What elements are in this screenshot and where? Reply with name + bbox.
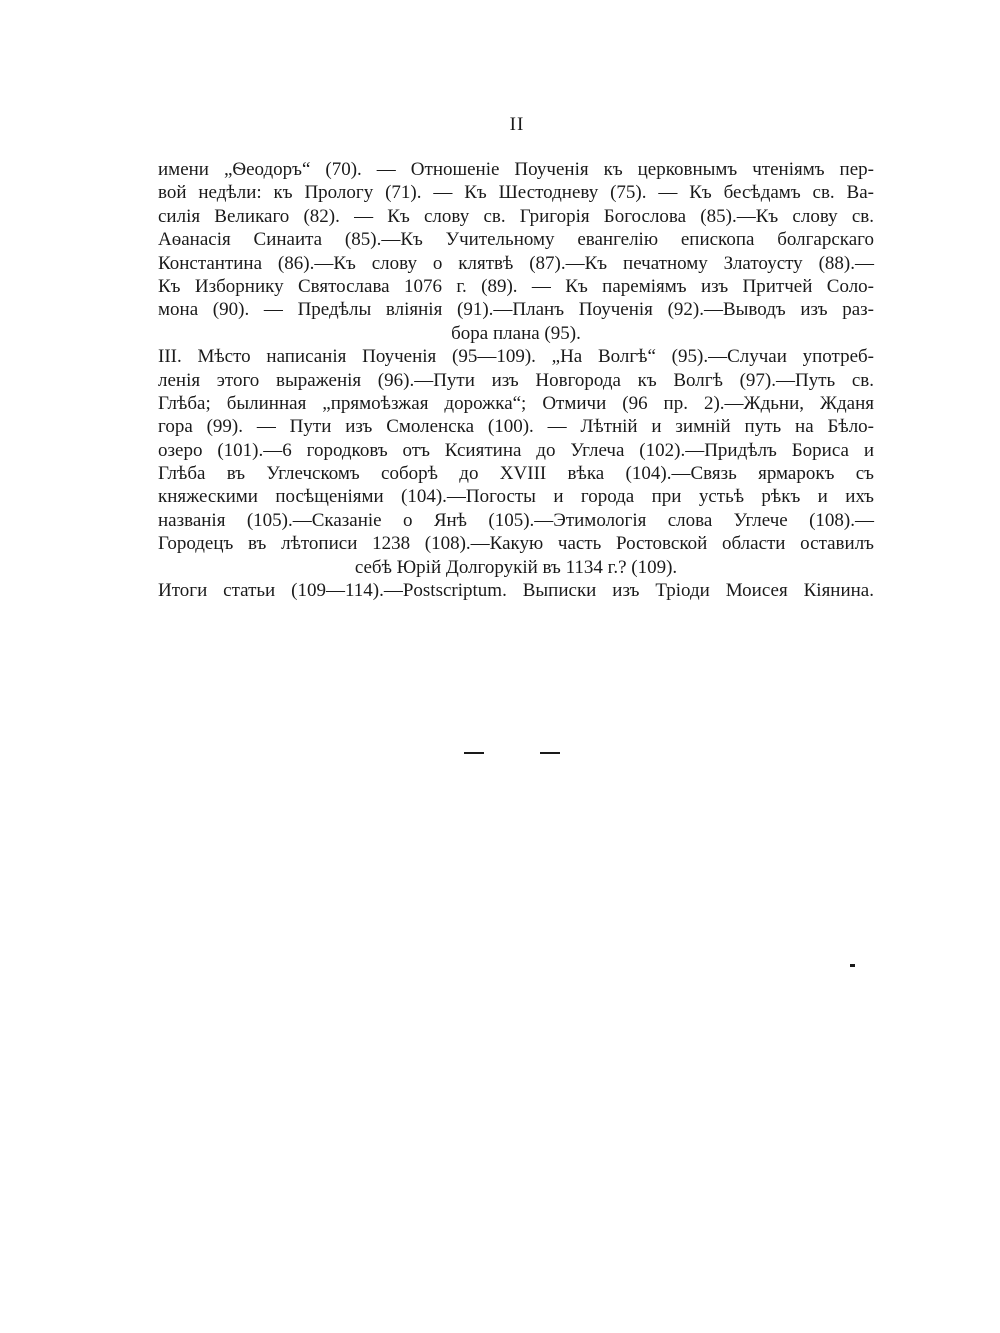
text-line: Глѣба; былинная „прямоѣзжая дорожка“; Отмичи (96 пр. 2).—Ждьни, Жданя bbox=[158, 392, 874, 414]
text-line: бора плана (95). bbox=[451, 322, 581, 344]
text-line: Глѣба въ Углечскомъ соборѣ до XVIII вѣка (104).—Связь ярмарокъ съ bbox=[158, 463, 874, 485]
text-line: Итоги статьи (109—114).—Postscriptum. Выписки изъ Тріоди Моисея Кіянина. bbox=[158, 580, 874, 602]
text-line: названія (105).—Сказаніе о Янѣ (105).—Этимологія слова Углече (108).— bbox=[158, 509, 874, 531]
print-speck bbox=[850, 964, 855, 967]
text-line: Константина (86).—Къ слову о клятвѣ (87).—Къ печатному Златоусту (88).— bbox=[158, 252, 874, 274]
contents-text-block bbox=[158, 158, 874, 602]
separator-dash-left bbox=[464, 752, 484, 754]
text-line: мона (90). — Предѣлы вліянія (91).—Планъ Поученія (92).—Выводъ изъ раз- bbox=[158, 299, 874, 321]
text-line: имени „Ѳеодоръ“ (70). — Отношеніе Поученія къ церковнымъ чтеніямъ пер- bbox=[158, 159, 874, 180]
section-end-separator bbox=[0, 738, 1000, 768]
text-line: озеро (101).—6 городковъ отъ Ксиятина до Углеча (102).—Придѣлъ Бориса и bbox=[158, 439, 874, 461]
page-number: II bbox=[509, 114, 525, 135]
text-line: ленія этого выраженія (96).—Пути изъ Новгорода къ Волгѣ (97).—Путь св. bbox=[158, 369, 874, 391]
text-line: Аѳанасія Синаита (85).—Къ Учительному евангелію епископа болгарскаго bbox=[158, 229, 874, 251]
text-line: Къ Изборнику Святослава 1076 г. (89). — Къ пареміямъ изъ Притчей Соло- bbox=[158, 275, 874, 297]
text-line: княжескими посѣщеніями (104).—Погосты и города при устьѣ рѣкъ и ихъ bbox=[158, 486, 874, 508]
text-line: себѣ Юрій Долгорукій въ 1134 г.? (109). bbox=[354, 556, 678, 578]
text-line: Городецъ въ лѣтописи 1238 (108).—Какую часть Ростовской области оставилъ bbox=[158, 533, 874, 555]
separator-dash-right bbox=[540, 752, 560, 754]
text-line: гора (99). — Пути изъ Смоленска (100). — Лѣтній и зимній путь на Бѣло- bbox=[158, 416, 874, 438]
text-line: III. Мѣсто написанія Поученія (95—109). „На Волгѣ“ (95).—Случаи употреб- bbox=[158, 346, 874, 368]
text-line: вой недѣли: къ Прологу (71). — Къ Шестодневу (75). — Къ бесѣдамъ св. Ва- bbox=[158, 182, 874, 204]
text-line: силія Великаго (82). — Къ слову св. Григорія Богослова (85).—Къ слову св. bbox=[158, 205, 874, 227]
